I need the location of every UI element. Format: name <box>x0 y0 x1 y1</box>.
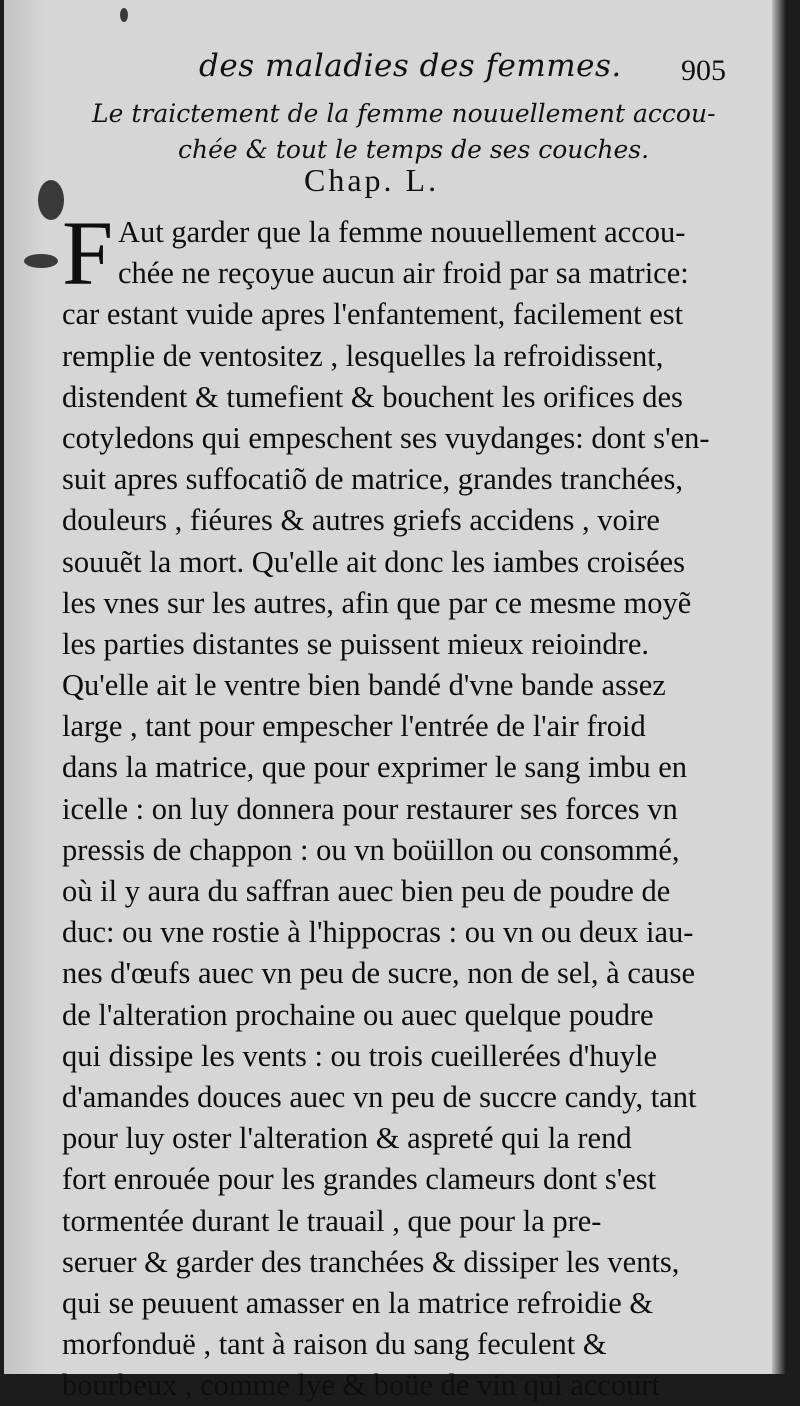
ink-stain <box>38 180 64 220</box>
body-line: pressis de chappon : ou vn boüillon ou consommé, <box>62 832 680 867</box>
ink-stain <box>24 254 58 268</box>
body-line: qui dissipe les vents : ou trois cueillerées d'huyle <box>62 1038 658 1073</box>
body-line: les parties distantes se puissent mieux reioindre. <box>62 626 649 661</box>
body-line: icelle : on luy donnera pour restaurer ses forces vn <box>62 791 678 826</box>
book-page <box>4 0 786 1403</box>
body-line: douleurs , fiéures & autres griefs accidens , voire <box>62 503 660 538</box>
ink-stain <box>120 8 128 22</box>
body-line: qui se peuuent amasser en la matrice refroidie & <box>62 1285 654 1320</box>
chapter-title-line-2: chée & tout le temps de ses couches. <box>178 135 650 164</box>
body-line: car estant vuide apres l'enfantement, facilement est <box>62 297 684 332</box>
body-line: large , tant pour empescher l'entrée de l'air froid <box>62 709 646 744</box>
body-line: remplie de ventositez , lesquelles la refroidissent, <box>62 338 664 373</box>
body-line: de l'alteration prochaine ou auec quelque poudre <box>62 997 654 1032</box>
chapter-title-line-1: Le traictement de la femme nouuellement accou- <box>92 99 716 128</box>
body-line: pour luy oster l'alteration & aspreté qui la rend <box>62 1121 632 1156</box>
body-line: les vnes sur les autres, afin que par ce mesme moyẽ <box>62 585 692 620</box>
page-number: 905 <box>681 54 726 87</box>
body-line: nes d'œufs auec vn peu de sucre, non de sel, à cause <box>62 956 696 991</box>
page-edge-shadow <box>772 0 786 1374</box>
body-line: duc: ou vne rostie à l'hippocras : ou vn ou deux iau- <box>62 915 694 950</box>
body-line: morfonduë , tant à raison du sang feculent & <box>62 1327 607 1362</box>
body-line: suit apres suffocatiõ de matrice, grandes tranchées, <box>62 462 684 497</box>
body-line: où il y aura du saffran auec bien peu de poudre de <box>62 874 671 908</box>
chapter-heading: Chap. L. <box>304 162 440 198</box>
running-title: des maladies des femmes. <box>199 48 622 84</box>
body-line: d'amandes douces auec vn peu de succre candy, tant <box>62 1079 697 1114</box>
page-header <box>199 40 789 100</box>
chapter-title <box>92 96 732 168</box>
drop-cap: F <box>62 202 114 304</box>
body-line: Qu'elle ait le ventre bien bandé d'vne bande assez <box>62 668 666 703</box>
body-line: dans la matrice, que pour exprimer le sang imbu en <box>62 750 688 785</box>
body-line: distendent & tumefient & bouchent les orifices des <box>62 379 683 414</box>
body-line: souuẽt la mort. Qu'elle ait donc les iambes croisées <box>62 544 685 579</box>
body-line: Aut garder que la femme nouuellement accou- <box>118 215 686 249</box>
body-line: tormentée durant le trauail , que pour la pre- <box>62 1203 602 1238</box>
body-line: fort enrouée pour les grandes clameurs dont s'est <box>62 1162 657 1197</box>
body-line: chée ne reçoyue aucun air froid par sa matrice: <box>118 256 689 291</box>
body-text <box>62 202 762 1406</box>
body-line: cotyledons qui empeschent ses vuydanges: dont s'en- <box>62 420 710 455</box>
body-line: seruer & garder des tranchées & dissiper les vents, <box>62 1244 680 1279</box>
body-line: bourbeux , comme lye & boüe de vin qui accourt <box>62 1368 660 1403</box>
